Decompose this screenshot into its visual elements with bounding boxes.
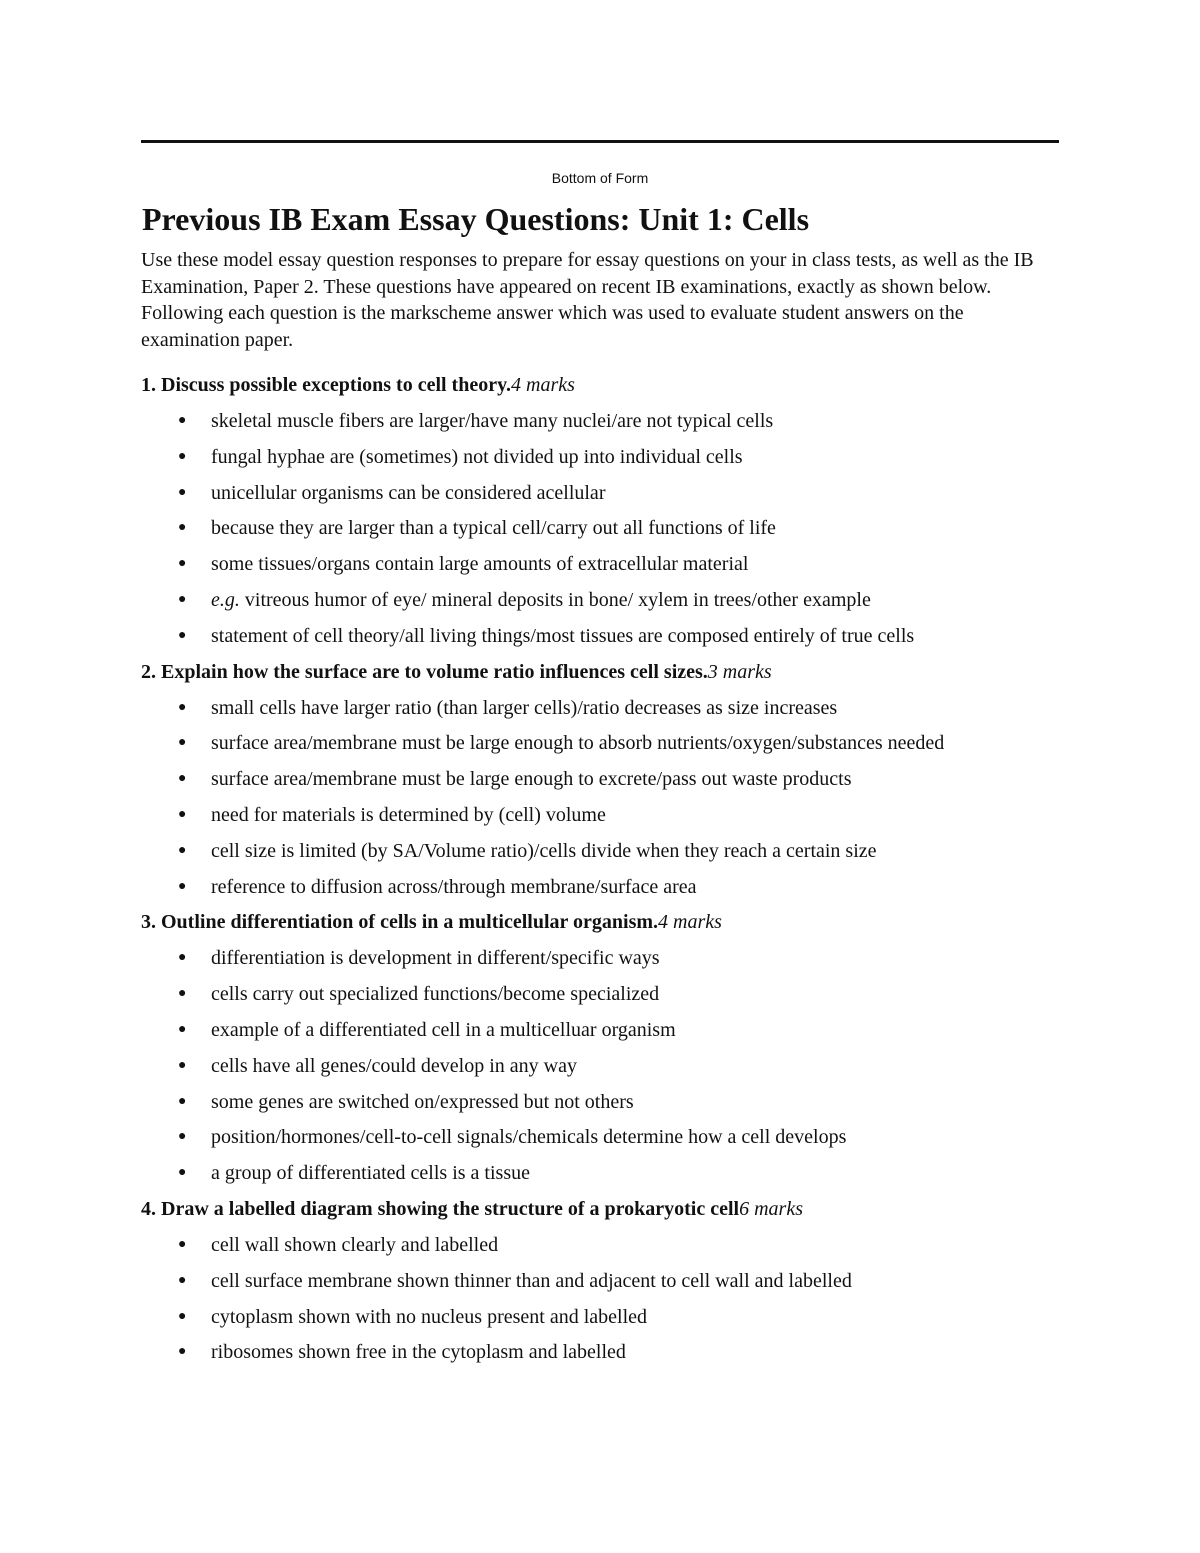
question-marks: 3 marks bbox=[707, 660, 772, 683]
bullet-icon: ● bbox=[178, 1165, 187, 1181]
answer-item bbox=[141, 1161, 1059, 1186]
page-title: Previous IB Exam Essay Questions: Unit 1: Cells bbox=[142, 201, 810, 237]
answer-text: some genes are switched on/expressed but not others bbox=[211, 1090, 634, 1113]
question-3 bbox=[141, 910, 1059, 1185]
bullet-icon: ● bbox=[178, 484, 187, 500]
answer-text: need for materials is determined by (cell) volume bbox=[211, 803, 606, 826]
answer-text: small cells have larger ratio (than larger cells)/ratio decreases as size increases bbox=[211, 696, 838, 719]
bullet-icon: ● bbox=[178, 1093, 187, 1109]
answer-item bbox=[141, 552, 1059, 577]
answer-item bbox=[141, 1018, 1059, 1043]
bullet-icon: ● bbox=[178, 448, 187, 464]
answer-text: statement of cell theory/all living things/most tissues are composed entirely of true cells bbox=[211, 624, 915, 647]
bullet-icon: ● bbox=[178, 878, 187, 894]
answer-item bbox=[141, 875, 1059, 900]
question-text: 3. Outline differentiation of cells in a multicellular organism. bbox=[141, 911, 659, 934]
answer-text: differentiation is development in different/specific ways bbox=[211, 947, 660, 970]
answer-text: cytoplasm shown with no nucleus present and labelled bbox=[211, 1305, 648, 1328]
bullet-icon: ● bbox=[178, 699, 187, 715]
bullet-icon: ● bbox=[178, 1308, 187, 1324]
answer-text: cells have all genes/could develop in any way bbox=[211, 1054, 577, 1077]
question-heading bbox=[141, 1197, 1059, 1222]
bullet-icon: ● bbox=[178, 1344, 187, 1360]
answer-list bbox=[141, 946, 1059, 1185]
question-1 bbox=[141, 373, 1059, 648]
answer-item bbox=[141, 1090, 1059, 1115]
bullet-icon: ● bbox=[178, 591, 187, 607]
answer-item bbox=[141, 839, 1059, 864]
question-4 bbox=[141, 1197, 1059, 1365]
question-marks: 4 marks bbox=[511, 374, 575, 396]
bullet-icon: ● bbox=[178, 842, 187, 858]
answer-item bbox=[141, 803, 1059, 828]
answer-text: because they are larger than a typical cell/carry out all functions of life bbox=[211, 517, 776, 540]
intro-paragraph: Use these model essay question responses to prepare for essay questions on your in class tests, as well as the IB Examination, Paper 2. These questions have appeared on recent IB examinations, exactly as shown below. Following each question is the markscheme answer which was used to evaluate student answers on the examination paper. bbox=[141, 249, 1034, 351]
answer-text: a group of differentiated cells is a tissue bbox=[211, 1162, 530, 1185]
bullet-icon: ● bbox=[178, 627, 187, 643]
answer-item bbox=[141, 1054, 1059, 1079]
questions-list bbox=[141, 373, 1059, 1376]
question-heading bbox=[141, 373, 1059, 398]
answer-text: surface area/membrane must be large enough to excrete/pass out waste products bbox=[211, 768, 852, 791]
answer-item bbox=[141, 731, 1059, 756]
answer-item bbox=[141, 946, 1059, 971]
form-divider bbox=[141, 140, 1059, 143]
bullet-icon: ● bbox=[178, 1236, 187, 1252]
answer-text: cell surface membrane shown thinner than and adjacent to cell wall and labelled bbox=[211, 1269, 852, 1292]
answer-text: cells carry out specialized functions/become specialized bbox=[211, 983, 660, 1006]
answer-text: vitreous humor of eye/ mineral deposits in bone/ xylem in trees/other example bbox=[244, 588, 871, 611]
example-prefix: e.g. bbox=[211, 588, 240, 611]
bullet-icon: ● bbox=[178, 1129, 187, 1145]
answer-item bbox=[141, 767, 1059, 792]
question-marks: 6 marks bbox=[739, 1197, 803, 1220]
bullet-icon: ● bbox=[178, 950, 187, 966]
answer-text: fungal hyphae are (sometimes) not divided up into individual cells bbox=[211, 445, 743, 468]
bullet-icon: ● bbox=[178, 735, 187, 751]
question-text: 4. Draw a labelled diagram showing the structure of a prokaryotic cell bbox=[141, 1197, 740, 1220]
answer-text: example of a differentiated cell in a multicelluar organism bbox=[211, 1018, 676, 1041]
answer-text: cell wall shown clearly and labelled bbox=[211, 1233, 499, 1256]
answer-item bbox=[141, 1305, 1059, 1330]
bullet-icon: ● bbox=[178, 1057, 187, 1073]
answer-text: ribosomes shown free in the cytoplasm and labelled bbox=[211, 1341, 626, 1364]
question-heading bbox=[141, 660, 1059, 685]
answer-item bbox=[141, 516, 1059, 541]
answer-item bbox=[141, 1340, 1059, 1365]
answer-item bbox=[141, 1233, 1059, 1258]
answer-text: position/hormones/cell-to-cell signals/chemicals determine how a cell develops bbox=[211, 1126, 847, 1149]
answer-item bbox=[141, 696, 1059, 721]
question-heading bbox=[141, 910, 1059, 935]
question-text: 1. Discuss possible exceptions to cell theory. bbox=[141, 374, 511, 396]
bullet-icon: ● bbox=[178, 520, 187, 536]
bullet-icon: ● bbox=[178, 771, 187, 787]
bottom-of-form-label: Bottom of Form bbox=[551, 170, 649, 186]
question-marks: 4 marks bbox=[658, 911, 722, 934]
answer-list bbox=[141, 409, 1059, 648]
answer-item bbox=[141, 624, 1059, 649]
question-text: 2. Explain how the surface are to volume ratio influences cell sizes. bbox=[141, 660, 708, 683]
bullet-icon: ● bbox=[178, 806, 187, 822]
answer-item bbox=[141, 1125, 1059, 1150]
answer-item bbox=[141, 588, 1059, 613]
bullet-icon: ● bbox=[178, 1272, 187, 1288]
answer-text: skeletal muscle fibers are larger/have many nuclei/are not typical cells bbox=[211, 410, 774, 432]
bullet-icon: ● bbox=[178, 986, 187, 1002]
answer-text: cell size is limited (by SA/Volume ratio)/cells divide when they reach a certain size bbox=[211, 839, 877, 862]
bullet-icon: ● bbox=[178, 556, 187, 572]
answer-text: surface area/membrane must be large enough to absorb nutrients/oxygen/substances needed bbox=[211, 732, 945, 755]
answer-item bbox=[141, 982, 1059, 1007]
answer-item bbox=[141, 445, 1059, 470]
answer-item bbox=[141, 409, 1059, 434]
bullet-icon: ● bbox=[178, 1021, 187, 1037]
answer-item bbox=[141, 481, 1059, 506]
question-2 bbox=[141, 660, 1059, 899]
answer-item bbox=[141, 1269, 1059, 1294]
bullet-icon: ● bbox=[178, 413, 187, 428]
answer-text: reference to diffusion across/through membrane/surface area bbox=[211, 875, 697, 898]
answer-text: some tissues/organs contain large amounts of extracellular material bbox=[211, 553, 749, 576]
answer-text: unicellular organisms can be considered acellular bbox=[211, 481, 606, 504]
answer-list bbox=[141, 1233, 1059, 1365]
answer-list bbox=[141, 696, 1059, 899]
